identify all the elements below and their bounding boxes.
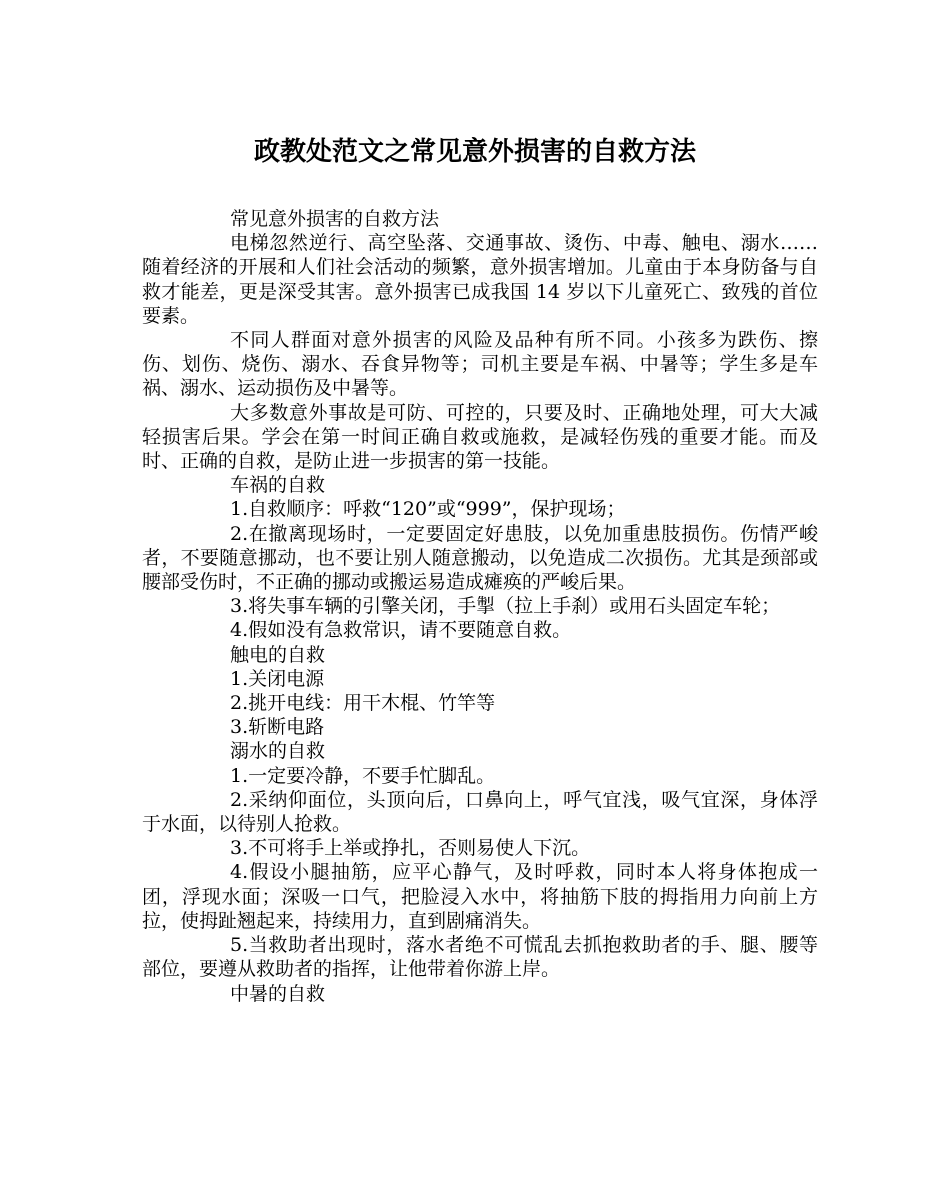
list-item-drowning-1: 1.一定要冷静，不要手忙脚乱。 <box>230 764 496 787</box>
document-title: 政教处范文之常见意外损害的自救方法 <box>253 137 696 167</box>
list-item-shock-3: 3.斩断电路 <box>230 716 325 739</box>
section-heading-drowning: 溺水的自救 <box>230 740 326 763</box>
document-body <box>142 207 818 1006</box>
paragraph-intro-1: 电梯忽然逆行、高空坠落、交通事故、烫伤、中毒、触电、溺水……随着经济的开展和人们社会活动的频繁，意外损害增加。儿童由于本身防备与自救才能差，更是深受其害。意外损害已成我国 14 岁以下儿童死亡、致残的首位要素。 <box>142 232 818 327</box>
list-item-shock-1: 1.关闭电源 <box>230 667 325 690</box>
list-item-car-1: 1.自救顺序：呼救“120”或“999”，保护现场； <box>230 498 626 521</box>
paragraph-intro-3: 大多数意外事故是可防、可控的，只要及时、正确地处理，可大大减轻损害后果。学会在第一时间正确自救或施救，是减轻伤残的重要才能。而及时、正确的自救，是防止进一步损害的第一技能。 <box>142 401 818 473</box>
list-item-car-3: 3.将失事车辆的引擎关闭，手掣（拉上手刹）或用石头固定车轮； <box>230 595 781 618</box>
list-item-shock-2: 2.挑开电线：用干木棍、竹竿等 <box>230 692 496 715</box>
list-item-drowning-2: 2.采纳仰面位，头顶向后，口鼻向上，呼气宜浅，吸气宜深，身体浮于水面，以待别人抢救。 <box>142 788 818 836</box>
list-item-drowning-5: 5.当救助者出现时，落水者绝不可慌乱去抓抱救助者的手、腿、腰等部位，要遵从救助者的指挥，让他带着你游上岸。 <box>142 934 818 981</box>
paragraph-intro-2: 不同人群面对意外损害的风险及品种有所不同。小孩多为跌伤、擦伤、划伤、烧伤、溺水、吞食异物等；司机主要是车祸、中暑等；学生多是车祸、溺水、运动损伤及中暑等。 <box>142 329 818 400</box>
section-heading-heatstroke: 中暑的自救 <box>230 982 326 1005</box>
section-heading-electric-shock: 触电的自救 <box>230 643 326 666</box>
section-heading-intro: 常见意外损害的自救方法 <box>230 208 440 230</box>
section-heading-car-accident: 车祸的自救 <box>230 474 326 497</box>
list-item-car-4: 4.假如没有急救常识，请不要随意自救。 <box>230 619 572 642</box>
list-item-drowning-3: 3.不可将手上举或挣扎，否则易使人下沉。 <box>230 837 591 860</box>
list-item-drowning-4: 4.假设小腿抽筋，应平心静气，及时呼救，同时本人将身体抱成一团，浮现水面；深吸一口气，把脸浸入水中，将抽筋下肢的拇指用力向前上方拉，使拇趾翘起来，持续用力，直到剧痛消失。 <box>142 861 818 932</box>
list-item-car-2: 2.在撤离现场时，一定要固定好患肢，以免加重患肢损伤。伤情严峻者，不要随意挪动，也不要让别人随意搬动，以免造成二次损伤。尤其是颈部或腰部受伤时，不正确的挪动或搬运易造成瘫痪的严峻后果。 <box>142 522 818 594</box>
